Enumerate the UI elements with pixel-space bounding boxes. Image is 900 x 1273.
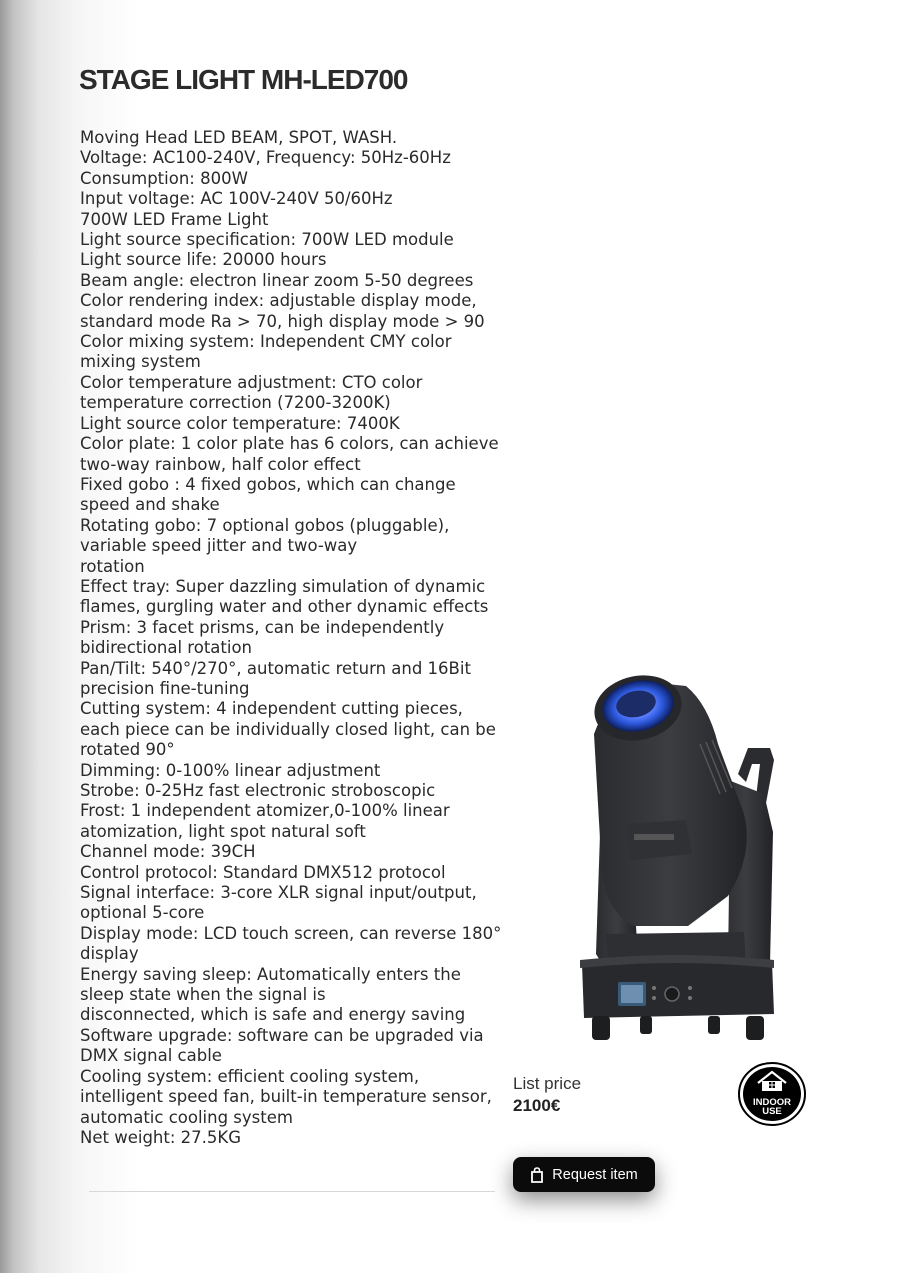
list-price-value: 2100€ <box>513 1096 561 1115</box>
spec-line: Color temperature adjustment: CTO color temperature correction (7200-3200K) <box>80 372 423 413</box>
spec-line: Beam angle: electron linear zoom 5-50 degrees <box>80 270 474 290</box>
badge-text-line2: USE <box>762 1106 782 1117</box>
spec-line: Net weight: 27.5KG <box>80 1127 241 1147</box>
spec-line: Frost: 1 independent atomizer,0-100% linear atomization, light spot natural soft <box>80 801 450 841</box>
spec-line: Color mixing system: Independent CMY color mixing system <box>80 332 452 372</box>
spec-line: Channel mode: 39CH <box>80 842 256 862</box>
spec-line: Color rendering index: adjustable display mode, standard mode Ra > 70, high display mode > 90 <box>80 291 485 331</box>
request-item-button[interactable] <box>513 1157 655 1192</box>
spec-line: disconnected, which is safe and energy saving <box>80 1005 466 1025</box>
spec-line: Strobe: 0-25Hz fast electronic stroboscopic <box>80 781 436 800</box>
product-image <box>568 664 793 1054</box>
list-price-label: List price <box>513 1074 582 1093</box>
spec-line: Input voltage: AC 100V-240V 50/60Hz <box>80 189 393 209</box>
spec-line: Effect tray: Super dazzling simulation of dynamic flames, gurgling water and other dynamic effects <box>80 576 489 617</box>
spec-line: Display mode: LCD touch screen, can reverse 180° display <box>80 923 502 964</box>
indoor-use-badge <box>738 1062 806 1126</box>
spec-line: Light source specification: 700W LED module <box>80 230 454 250</box>
spec-line: Dimming: 0-100% linear adjustment <box>80 760 381 780</box>
spec-line: Voltage: AC100-240V, Frequency: 50Hz-60Hz <box>80 148 451 168</box>
spec-line: rotation <box>80 556 145 576</box>
spec-line: Pan/Tilt: 540°/270°, automatic return and 16Bit precision fine-tuning <box>80 658 471 698</box>
spec-line: Fixed gobo : 4 fixed gobos, which can change speed and shake <box>80 474 456 515</box>
product-title: STAGE LIGHT MH-LED700 <box>79 64 408 95</box>
shopping-bag-icon <box>530 1167 544 1183</box>
spec-line: Moving Head LED BEAM, SPOT, WASH. <box>80 128 398 147</box>
spec-line: Light source life: 20000 hours <box>80 250 327 270</box>
spec-line: Energy saving sleep: Automatically enters the sleep state when the signal is <box>80 964 461 1005</box>
badge-text-line1: INDOOR <box>753 1097 791 1108</box>
spec-line: Consumption: 800W <box>80 168 248 188</box>
spec-line: Rotating gobo: 7 optional gobos (pluggable), variable speed jitter and two-way <box>80 515 450 556</box>
spec-list <box>80 128 505 1148</box>
spec-line: Control protocol: Standard DMX512 protocol <box>80 862 446 882</box>
spec-line: Cooling system: efficient cooling system, intelligent speed fan, built-in temperature sensor, automatic cooling system <box>80 1066 492 1127</box>
spec-line: Signal interface: 3-core XLR signal input/output, optional 5-core <box>80 883 477 923</box>
request-item-label: Request item <box>552 1166 638 1183</box>
spec-line: Cutting system: 4 independent cutting pieces, each piece can be individually closed light, can be rotated 90° <box>80 699 496 760</box>
spec-line: 700W LED Frame Light <box>80 209 269 229</box>
spec-line: Prism: 3 facet prisms, can be independently bidirectional rotation <box>80 617 445 658</box>
spec-line: Light source color temperature: 7400K <box>80 413 400 433</box>
spec-line: Color plate: 1 color plate has 6 colors, can achieve two-way rainbow, half color effect <box>80 434 499 474</box>
spec-line: Software upgrade: software can be upgraded via DMX signal cable <box>80 1025 484 1066</box>
section-divider <box>89 1191 495 1192</box>
